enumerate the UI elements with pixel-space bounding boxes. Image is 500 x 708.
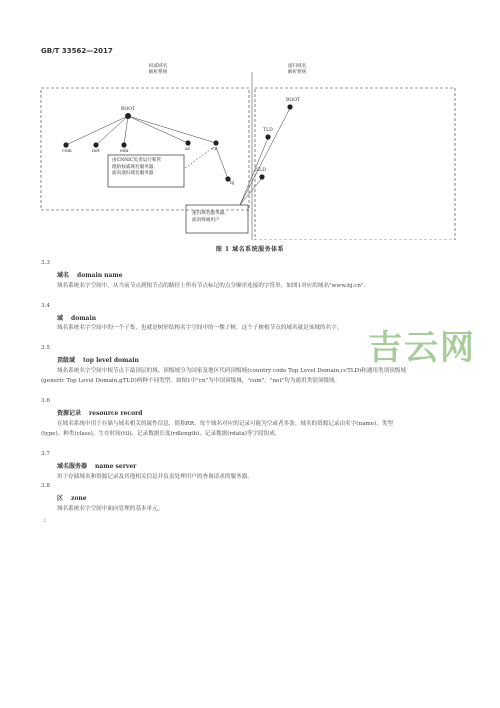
region-left-label: 权威域名 解析系统 (148, 64, 168, 75)
section-number: 3.5 (41, 345, 50, 351)
node-label-com: com (62, 149, 72, 154)
right-low-label: SLD (256, 168, 266, 173)
watermark-logo: 吉云网 (368, 328, 476, 368)
node-label-cn: cn (212, 147, 218, 152)
term-definition: 在域名系统中用于存储与域名相关的属性信息，简称RR。每个域名对应的记录可能为空或者多条。域名的资源记录由名字(name)、类型(type)、种类(class)、生存时间(ttl)、记录数据长度(rdlength)、记录数据(rdata)等字段组成。 (41, 421, 393, 437)
term-heading: 域 domain (57, 315, 97, 322)
section-number: 3.4 (41, 303, 50, 309)
tld-node-com (63, 142, 68, 147)
section-number: 3.7 (41, 451, 50, 457)
tld-node-edu (121, 142, 126, 147)
authoritative-box-text: 由CNNIC负责运行和管 理的权威域名服务器, 面向递归域名服务器 (112, 158, 162, 176)
root-left-label: ROOT (121, 107, 136, 112)
node-label-ac: ac (185, 147, 191, 152)
term-definition: 域名系统名字空间中根节点下最顶层的域。顶级域分为国家及地区代码顶级域(country code Top Level Domain,ccTLD)和通用类别顶级域(generic Top Level Domain,gTLD)两种不同类型。如图1中"cn"为中国顶级域，"com"，"net"均为通用类别顶级域。 (41, 368, 406, 384)
term-definition: 用于存储域名和资源记录及其他相关信息并负责处理用户的查询请求的服务器。 (57, 474, 253, 480)
term-heading: 域名服务器 name server (57, 463, 137, 470)
sld-node-right (259, 174, 264, 179)
section-number: 3.8 (41, 483, 50, 489)
page-number: 2 (43, 518, 47, 524)
term-definition: 域名系统名字空间中的一个子集，也就是树形结构名字空间中的一棵子树。这个子树根节点的域名就是该域的名字。 (57, 325, 343, 331)
recursive-region-border (255, 88, 455, 240)
root-node-right (287, 104, 292, 109)
term-definition: 域名系统名字空间中面向管理的基本单元。 (57, 506, 164, 512)
root-right-label: ROOT (286, 98, 301, 103)
section-number: 3.3 (41, 260, 50, 266)
node-label-net: net (92, 149, 100, 154)
tld-node-net (93, 142, 98, 147)
term-heading: 顶级域 top level domain (57, 357, 139, 364)
tld-node-cn (213, 140, 218, 145)
term-heading: 域名 domain name (57, 272, 123, 279)
recursive-box-text: 递归域名服务器, 面向终端用户 (192, 211, 226, 223)
figure-caption: 图 1 域名系统服务体系 (215, 246, 285, 253)
node-label-bj: bj (230, 181, 235, 186)
section-number: 3.6 (41, 398, 50, 404)
term-heading: 区 zone (57, 495, 87, 502)
dns-hierarchy-diagram (0, 0, 500, 240)
node-label-edu: edu (120, 149, 129, 154)
sub-node-ac (185, 140, 190, 145)
root-node-left (125, 113, 131, 119)
region-right-label: 递归域名 解析系统 (287, 64, 307, 75)
right-mid-label: TLD (263, 128, 273, 133)
standard-code: GB/T 33562—2017 (41, 47, 113, 55)
term-definition: 域名系统名字空间中，从当前节点到根节点的路径上所有节点标记的点分顺序连接的字符串，如图1对应的域名"www.bj.cn"。 (57, 283, 370, 289)
tld-node-right (265, 134, 270, 139)
term-heading: 资源记录 resource record (57, 410, 143, 417)
